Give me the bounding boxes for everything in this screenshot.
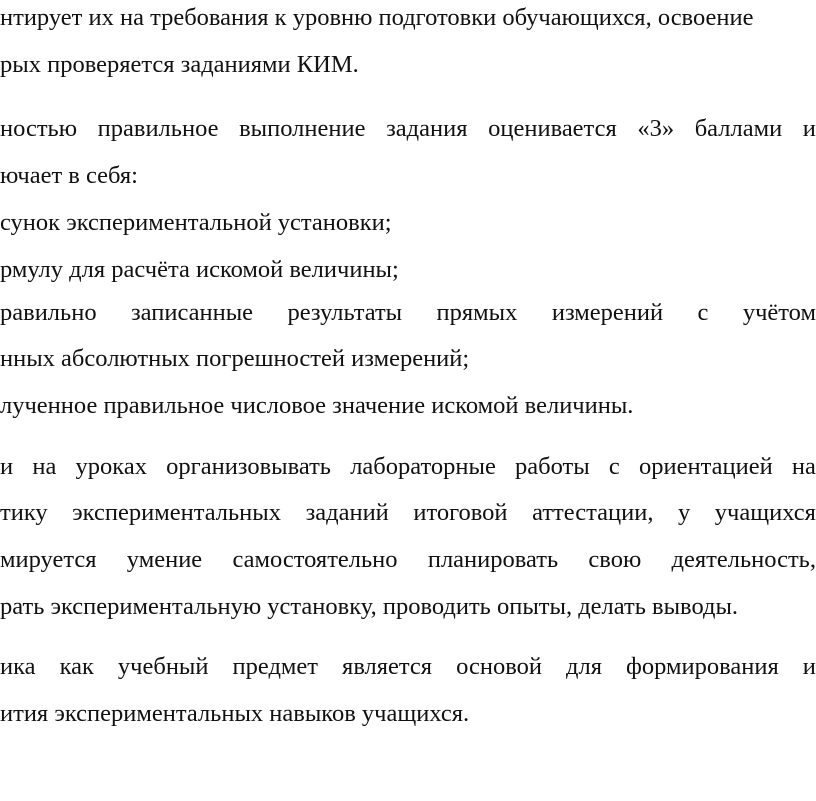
word: является bbox=[342, 653, 433, 680]
word: свою bbox=[588, 546, 642, 573]
paragraph-3-line-2 bbox=[0, 497, 816, 529]
paragraph-3-line-1 bbox=[0, 451, 816, 483]
word: задания bbox=[386, 115, 468, 142]
word: прямых bbox=[436, 299, 518, 326]
word: баллами bbox=[694, 115, 783, 142]
word: и bbox=[0, 453, 14, 480]
word: мируется bbox=[0, 546, 97, 573]
word: оценивается bbox=[488, 115, 617, 142]
word: экспериментальных bbox=[72, 499, 282, 526]
paragraph-1-line-2: рых проверяется заданиями КИМ. bbox=[0, 51, 359, 78]
paragraph-1-line-1: нтирует их на требования к уровню подготовки обучающихся, освоение bbox=[0, 4, 754, 31]
word: и bbox=[802, 115, 816, 142]
word: с bbox=[697, 299, 709, 326]
word: ика bbox=[0, 653, 36, 680]
word: организовывать bbox=[166, 453, 331, 480]
word: измерений bbox=[551, 299, 664, 326]
word: «3» bbox=[637, 115, 675, 142]
word: учётом bbox=[742, 299, 816, 326]
word: для bbox=[566, 653, 602, 680]
paragraph-4-line-1 bbox=[0, 651, 816, 683]
word: планировать bbox=[427, 546, 559, 573]
word: на bbox=[791, 453, 816, 480]
word: записанные bbox=[131, 299, 254, 326]
word: тику bbox=[0, 499, 48, 526]
word: аттестации, bbox=[532, 499, 654, 526]
word: итоговой bbox=[413, 499, 508, 526]
word: правильное bbox=[97, 115, 219, 142]
word: учебный bbox=[117, 653, 209, 680]
word: результаты bbox=[287, 299, 403, 326]
word: деятельность, bbox=[671, 546, 816, 573]
word: равильно bbox=[0, 299, 97, 326]
word: уроках bbox=[75, 453, 147, 480]
paragraph-2-line-1 bbox=[0, 113, 816, 145]
word: выполнение bbox=[239, 115, 366, 142]
word: у bbox=[678, 499, 691, 526]
word: основой bbox=[456, 653, 542, 680]
word: умение bbox=[126, 546, 203, 573]
paragraph-4-line-2: ития экспериментальных навыков учащихся. bbox=[0, 700, 470, 727]
word: как bbox=[59, 653, 94, 680]
word: самостоятельно bbox=[232, 546, 398, 573]
word: лабораторные bbox=[350, 453, 496, 480]
paragraph-3-line-3 bbox=[0, 544, 816, 576]
word: работы bbox=[515, 453, 590, 480]
word: на bbox=[32, 453, 57, 480]
list-item-2: рмулу для расчёта искомой величины; bbox=[0, 256, 399, 283]
word: ориентацией bbox=[639, 453, 773, 480]
word: предмет bbox=[232, 653, 319, 680]
word: с bbox=[608, 453, 620, 480]
word: и bbox=[802, 653, 816, 680]
list-item-1: сунок экспериментальной установки; bbox=[0, 209, 392, 236]
word: формирования bbox=[626, 653, 779, 680]
list-item-4: лученное правильное числовое значение искомой величины. bbox=[0, 392, 634, 419]
list-item-3-line-2: нных абсолютных погрешностей измерений; bbox=[0, 345, 470, 372]
paragraph-3-line-4: рать экспериментальную установку, проводить опыты, делать выводы. bbox=[0, 593, 739, 620]
word: учащихся bbox=[714, 499, 816, 526]
word: ностью bbox=[0, 115, 78, 142]
word: заданий bbox=[305, 499, 389, 526]
paragraph-2-line-2: ючает в себя: bbox=[0, 162, 138, 189]
list-item-3-line-1 bbox=[0, 297, 816, 329]
